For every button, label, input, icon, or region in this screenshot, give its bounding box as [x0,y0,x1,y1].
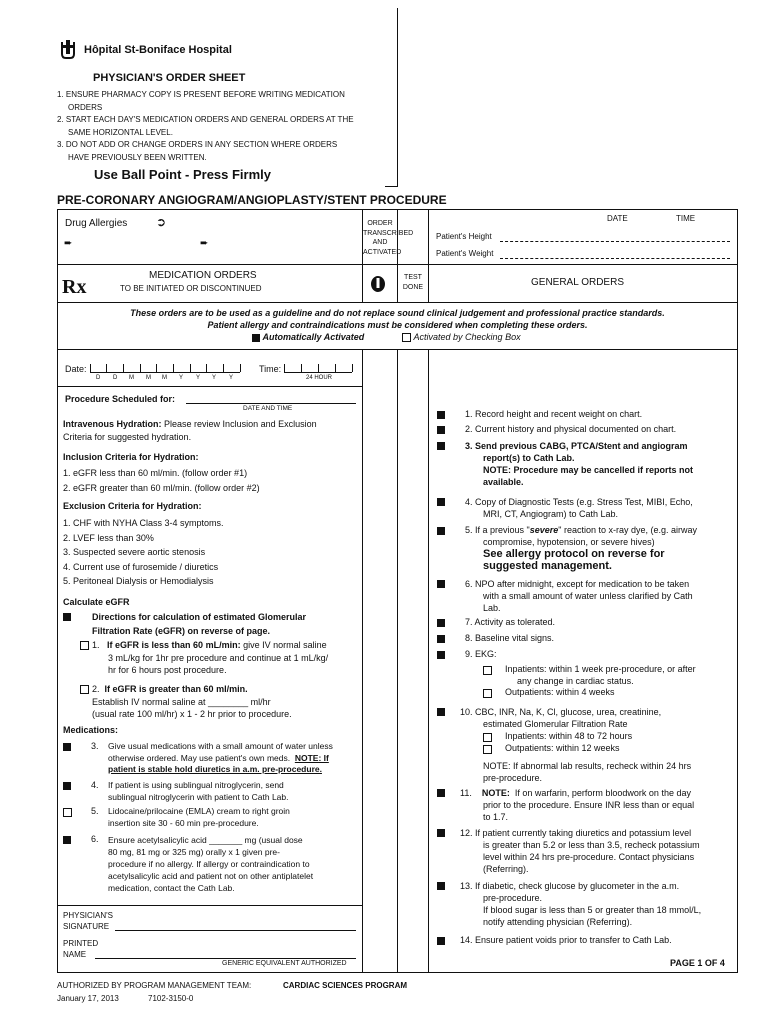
date-letter: Y [196,375,201,381]
patient-weight-field[interactable] [500,258,730,259]
exclusion-title: Exclusion Criteria for Hydration: [63,501,202,511]
sheet-title: PHYSICIAN'S ORDER SHEET [93,72,246,84]
date-letter: Y [179,375,184,381]
labs-outpatient-checkbox[interactable] [483,745,492,754]
legend-checkbox: Activated by Checking Box [402,332,521,342]
inclusion-title: Inclusion Criteria for Hydration: [63,452,199,462]
iv-hydration: Intravenous Hydration: Please review Inclusion and Exclusion Criteria for suggested hydration. [63,419,317,442]
medication-orders-header: MEDICATION ORDERS [149,270,257,281]
filled-square-icon [252,334,260,342]
order-5-checkbox[interactable] [63,808,72,817]
filled-square-icon [437,937,445,945]
order-transcribed-col: ORDER TRANSCRIBED AND ACTIVATED [363,220,414,256]
ballpoint-note: Use Ball Point - Press Firmly [94,167,272,182]
exclusion-list: 1. CHF with NYHA Class 3-4 symptoms. 2. LVEF less than 30% 3. Suspected severe aortic stenosis 4. Current use of furosemide / diuretics 5. Peritoneal Dialysis or Hemodialysis [63,518,224,586]
filled-square-icon [437,635,445,643]
general-order-2: 2. Current history and physical documented on chart. [465,424,677,434]
left-order-1: 1. If eGFR is less than 60 mL/min: give IV normal saline 3 mL/kg for 1hr pre procedure and continue at 1 mL/kg/ hr for 6 hours post procedure. [92,640,329,675]
general-order-4: 4. Copy of Diagnostic Tests (e.g. Stress Test, MIBI, Echo, MRI, CT, Angiogram) to Cath Lab. [465,497,693,519]
ekg-outpatient-checkbox[interactable] [483,689,492,698]
med-3-num: 3. [91,741,99,751]
filled-square-icon [437,789,445,797]
left-order-4: If patient is using sublingual nitroglycerin, send sublingual nitroglycerin with patient to Cath Lab. [108,780,289,802]
general-order-8: 8. Baseline vital signs. [465,633,555,643]
left-order-5: Lidocaine/prilocaine (EMLA) cream to right groin insertion site 30 - 60 min pre-procedure. [108,806,290,828]
ekg-inpatient: Inpatients: within 1 week pre-procedure, or after any change in cardiac status. [505,664,696,686]
egfr-directions: Directions for calculation of estimated Glomerular Filtration Rate (eGFR) on reverse of page. [92,612,307,636]
date-header: DATE [607,214,628,223]
guideline-text: These orders are to be used as a guideline and do not replace sound clinical judgement and professional practice standards. Patient allergy and contraindications must be considered when completing these orders. [130,308,665,330]
filled-square-icon [437,882,445,890]
procedure-title: PRE-CORONARY ANGIOGRAM/ANGIOPLASTY/STENT PROCEDURE [57,193,447,207]
ekg-outpatient: Outpatients: within 4 weeks [505,687,615,697]
filled-square-icon [437,580,445,588]
general-order-14: 14. Ensure patient voids prior to transfer to Cath Lab. [460,935,672,945]
filled-square-icon [437,426,445,434]
filled-square-icon [63,743,71,751]
ekg-inpatient-checkbox[interactable] [483,666,492,675]
physician-signature-label: PHYSICIAN'S SIGNATURE [63,911,113,931]
labs-outpatient: Outpatients: within 12 weeks [505,743,620,753]
general-orders-header: GENERAL ORDERS [531,277,624,288]
date-input-boxes[interactable] [90,361,240,373]
labs-inpatient: Inpatients: within 48 to 72 hours [505,731,633,741]
medication-orders-sub: TO BE INITIATED OR DISCONTINUED [120,284,262,293]
patient-height-field[interactable] [500,241,730,242]
labs-inpatient-checkbox[interactable] [483,733,492,742]
date-letter: M [146,375,151,381]
filled-square-icon [437,651,445,659]
legend-automatic: Automatically Activated [252,332,364,342]
time-label: Time: [259,364,282,374]
arrow-right-icon: ➨ [64,238,73,249]
date-and-time-caption: DATE AND TIME [243,405,293,412]
instructions: 1. ENSURE PHARMACY COPY IS PRESENT BEFORE WRITING MEDICATION ORDERS 2. START EACH DAY'S MEDICATION ORDERS AND GENERAL ORDERS AT THE SAME HORIZONTAL LEVEL. 3. DO NOT ADD OR CHANGE ORDERS IN ANY SECTION WHERE ORDERS HAVE PREVIOUSLY BEEN WRITTEN. [57,90,354,162]
patient-height-label: Patient's Height [436,232,492,241]
form-code: 7102-3150-0 [148,994,194,1003]
generic-equivalent-note: GENERIC EQUIVALENT AUTHORIZED [222,960,347,967]
filled-square-icon [437,527,445,535]
patient-weight-label: Patient's Weight [436,249,494,258]
date-letter: Y [212,375,217,381]
printed-name-label: PRINTED NAME [63,939,99,959]
filled-square-icon [437,498,445,506]
general-order-12: 12. If patient currently taking diuretics and potassium level is greater than 5.2 or less than 3.5, recheck potassium level within 24 hrs pre-procedure. Contact physicians (Referring). [460,828,700,874]
inclusion-list: 1. eGFR less than 60 ml/min. (follow order #1) 2. eGFR greater than 60 ml/min. (follow order #2) [63,468,260,493]
general-order-3: 3. Send previous CABG, PTCA/Stent and angiogram report(s) to Cath Lab. NOTE: Procedure may be cancelled if reports not available. [465,441,694,487]
filled-square-icon [437,411,445,419]
general-order-13: 13. If diabetic, check glucose by glucometer in the a.m. pre-procedure. If blood sugar is less than 5 or greater than 18 mmol/L, notify attending physician (Referring). [460,881,702,927]
procedure-scheduled-label: Procedure Scheduled for: [65,394,176,404]
general-order-5: 5. If a previous "severe" reaction to x-ray dye, (e.g. airway compromise, hypotension, or severe hives) See allergy protocol on reverse for suggested management. [465,525,698,572]
authorized-by: AUTHORIZED BY PROGRAM MANAGEMENT TEAM: [57,981,252,990]
labs-note: NOTE: If abnormal lab results, recheck within 24 hrs pre-procedure. [483,761,692,783]
general-order-10: 10. CBC, INR, Na, K, Cl, glucose, urea, creatinine, estimated Glomerular Filtration Rate [460,707,662,729]
filled-square-icon [437,708,445,716]
date-letter: M [162,375,167,381]
filled-square-icon [437,442,445,450]
date-letter: D [113,375,118,381]
left-order-2: 2. If eGFR is greater than 60 ml/min. Establish IV normal saline at ________ ml/hr (usual rate 100 ml/hr) x 1 - 2 hr prior to procedure. [92,684,292,719]
order-2-checkbox[interactable] [80,685,89,694]
drug-allergies-label: Drug Allergies [65,218,128,229]
hospital-mark-icon [370,275,386,293]
rx-symbol: Rx [62,276,87,298]
empty-checkbox-icon [402,333,411,342]
date-letter: M [129,375,134,381]
general-order-1: 1. Record height and recent weight on chart. [465,409,643,419]
med-5-num: 5. [91,806,99,816]
hospital-logo [58,38,78,62]
med-6-num: 6. [91,834,99,844]
medications-title: Medications: [63,725,119,735]
left-order-6: Ensure acetylsalicylic acid _______ mg (usual dose 80 mg, 81 mg or 325 mg) orally x 1 given pre- procedure if no allergy. If allergy or contraindication to acetylsalicylic acid and patient not on other antiplatelet medication, contact the Cath Lab. [108,835,314,893]
program-name: CARDIAC SCIENCES PROGRAM [283,981,408,990]
hour-label: 24 HOUR [306,375,333,381]
header-divider [397,8,398,186]
date-label: Date: [65,364,87,374]
arrow-right-icon: ➨ [200,238,209,249]
left-order-3: Give usual medications with a small amount of water unless otherwise ordered. May use patient's own meds. NOTE: If patient is stable hold diuretics in a.m. pre-procedure. [108,741,333,774]
med-4-num: 4. [91,780,99,790]
printed-name-field[interactable] [95,958,356,959]
page-number: PAGE 1 OF 4 [670,958,725,968]
general-order-9: 9. EKG: [465,649,497,659]
time-header: TIME [676,214,696,223]
filled-square-icon [63,836,71,844]
order-1-checkbox[interactable] [80,641,89,650]
procedure-scheduled-field[interactable] [186,403,356,404]
general-order-6: 6. NPO after midnight, except for medication to be taken with a small amount of water unless clarified by Cath Lab. [465,579,693,613]
footer-date: January 17, 2013 [57,994,119,1003]
return-arrow-icon: ➲ [156,215,167,229]
physician-signature-field[interactable] [115,930,356,931]
date-letter: D [96,375,101,381]
filled-square-icon [437,829,445,837]
filled-square-icon [63,613,71,621]
test-done-col: TEST DONE [402,274,424,291]
filled-square-icon [437,619,445,627]
date-letter: Y [229,375,234,381]
filled-square-icon [63,782,71,790]
general-order-11: 11. NOTE: If on warfarin, perform bloodwork on the day prior to the procedure. Ensure INR less than or equal to 1.7. [460,788,695,822]
hospital-name: Hôpital St-Boniface Hospital [84,44,232,56]
calculate-egfr-title: Calculate eGFR [63,597,130,607]
general-order-7: 7. Activity as tolerated. [465,617,556,627]
